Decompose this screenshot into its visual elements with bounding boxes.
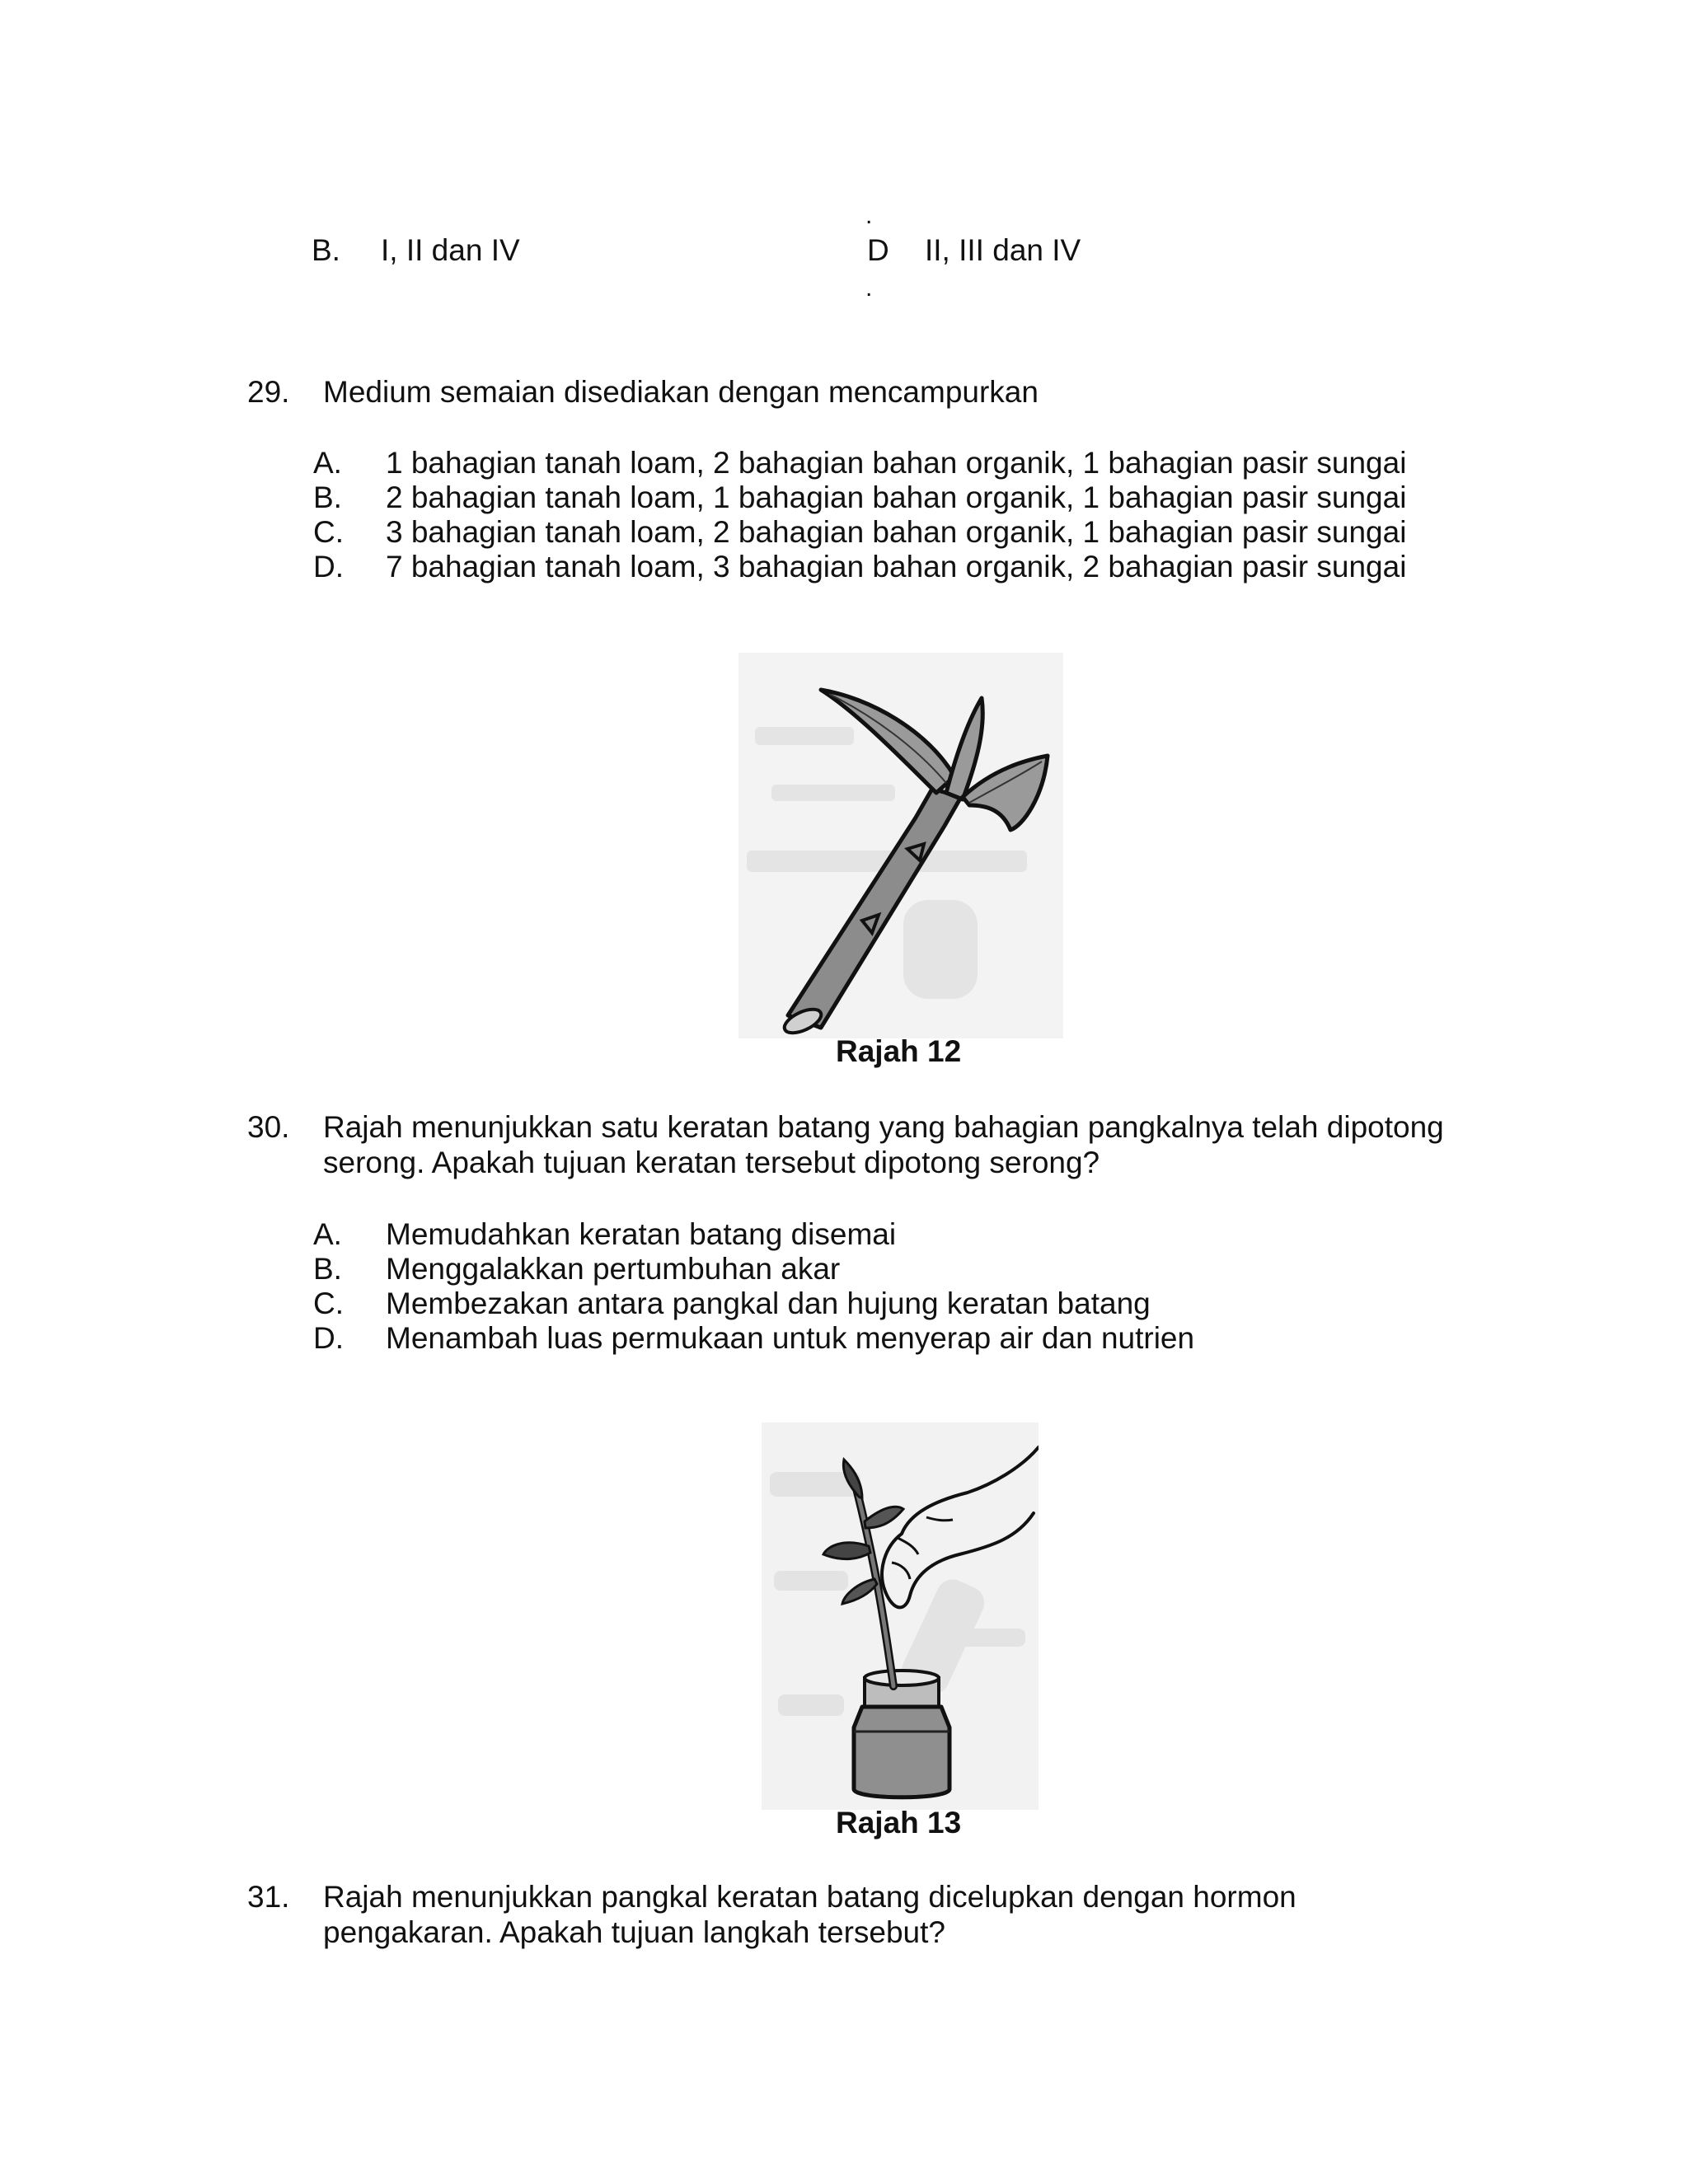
option-letter: C. <box>313 1286 344 1320</box>
question-31-text-line2: pengakaran. Apakah tujuan langkah tersebut? <box>323 1915 945 1949</box>
question-30-text-line1: Rajah menunjukkan satu keratan batang yang bahagian pangkalnya telah dipotong <box>323 1110 1444 1144</box>
option-letter: D. <box>313 550 344 583</box>
question-29-text: Medium semaian disediakan dengan mencampurkan <box>323 375 1039 409</box>
figure-13-caption: Rajah 13 <box>836 1806 962 1840</box>
option-text: Membezakan antara pangkal dan hujung keratan batang <box>386 1286 1151 1320</box>
question-30-option-a[interactable] <box>0 1216 1688 1251</box>
option-text: 3 bahagian tanah loam, 2 bahagian bahan organik, 1 bahagian pasir sungai <box>386 515 1407 549</box>
prev-option-d-letter: D <box>867 233 889 267</box>
figure-12-stem-cutting <box>738 653 1063 1038</box>
question-30-number: 30. <box>247 1110 290 1144</box>
question-29-option-b[interactable] <box>0 480 1688 514</box>
figure-12-caption: Rajah 12 <box>836 1034 962 1068</box>
option-text: 7 bahagian tanah loam, 3 bahagian bahan organik, 2 bahagian pasir sungai <box>386 550 1407 583</box>
prev-option-b-text: I, II dan IV <box>381 233 520 267</box>
option-text: Menambah luas permukaan untuk menyerap air dan nutrien <box>386 1321 1195 1355</box>
question-31-text-line1: Rajah menunjukkan pangkal keratan batang dicelupkan dengan hormon <box>323 1880 1296 1914</box>
question-29-option-a[interactable] <box>0 445 1688 480</box>
option-letter: B. <box>313 1252 342 1286</box>
question-31-number: 31. <box>247 1880 290 1914</box>
option-letter: A. <box>313 446 342 480</box>
question-29-option-c[interactable] <box>0 514 1688 549</box>
prev-option-d-dot-top: . <box>865 202 873 229</box>
option-text: Menggalakkan pertumbuhan akar <box>386 1252 841 1286</box>
option-letter: C. <box>313 515 344 549</box>
question-29-number: 29. <box>247 375 290 409</box>
option-text: 2 bahagian tanah loam, 1 bahagian bahan organik, 1 bahagian pasir sungai <box>386 480 1407 514</box>
option-text: 1 bahagian tanah loam, 2 bahagian bahan organik, 1 bahagian pasir sungai <box>386 446 1407 480</box>
question-29-option-d[interactable] <box>0 549 1688 583</box>
question-30-option-c[interactable] <box>0 1286 1688 1320</box>
option-letter: B. <box>313 480 342 514</box>
prev-option-d-text: II, III dan IV <box>925 233 1081 267</box>
prev-option-b-letter: B. <box>312 233 340 267</box>
prev-option-d-dot-bottom: . <box>865 274 873 302</box>
option-text: Memudahkan keratan batang disemai <box>386 1217 897 1251</box>
rooting-hormone-illustration <box>762 1422 1039 1810</box>
question-30-option-d[interactable] <box>0 1320 1688 1355</box>
question-30-option-b[interactable] <box>0 1251 1688 1286</box>
stem-cutting-illustration <box>738 653 1063 1038</box>
option-letter: A. <box>313 1217 342 1251</box>
question-30-text-line2: serong. Apakah tujuan keratan tersebut dipotong serong? <box>323 1146 1100 1179</box>
option-letter: D. <box>313 1321 344 1355</box>
figure-13-rooting-hormone <box>762 1422 1039 1810</box>
